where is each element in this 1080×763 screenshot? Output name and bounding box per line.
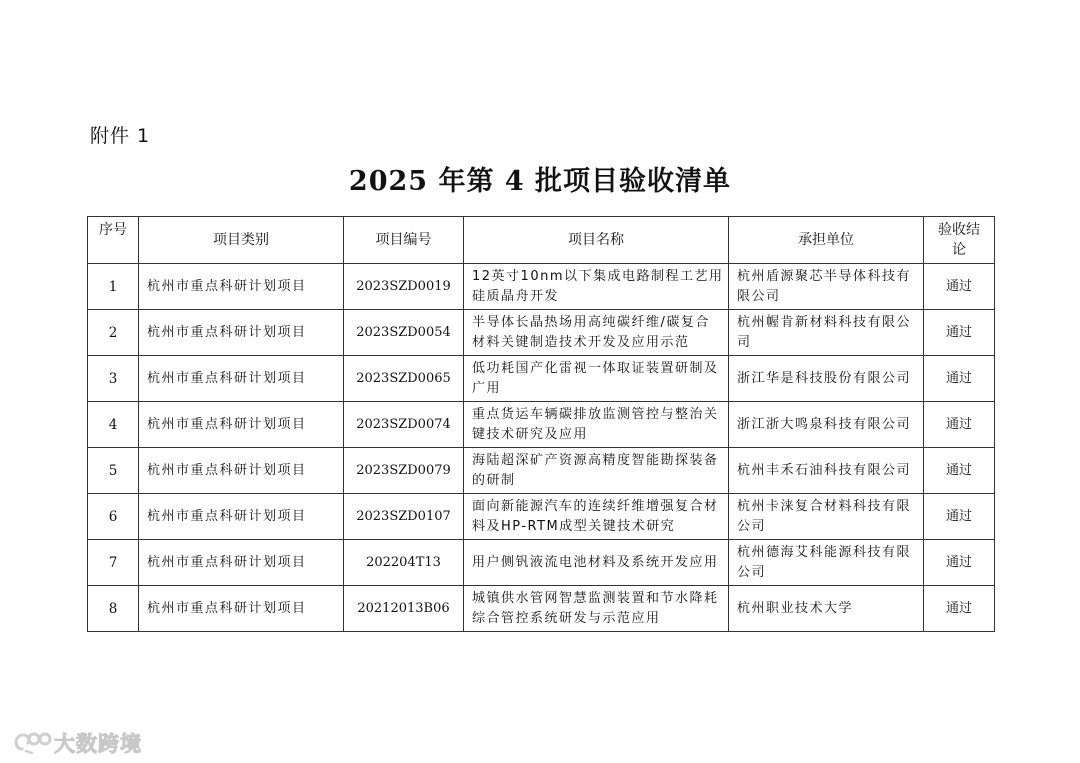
cell-result: 通过 [924, 448, 995, 494]
table-row [88, 448, 995, 494]
cell-name: 低功耗国产化雷视一体取证装置研制及广用 [464, 356, 729, 402]
cell-category: 杭州市重点科研计划项目 [139, 264, 344, 310]
cell-unit: 浙江浙大鸣泉科技有限公司 [729, 402, 924, 448]
header-unit: 承担单位 [729, 217, 924, 264]
watermark [12, 728, 142, 758]
cell-result: 通过 [924, 586, 995, 632]
cell-code: 2023SZD0079 [344, 448, 464, 494]
cell-seq: 8 [88, 586, 139, 632]
cell-name: 城镇供水管网智慧监测装置和节水降耗综合管控系统研发与示范应用 [464, 586, 729, 632]
cell-category: 杭州市重点科研计划项目 [139, 448, 344, 494]
cell-seq: 3 [88, 356, 139, 402]
cell-unit: 杭州德海艾科能源科技有限公司 [729, 540, 924, 586]
acceptance-table [87, 216, 995, 632]
cell-code: 2023SZD0019 [344, 264, 464, 310]
cell-unit: 杭州卡涞复合材料科技有限公司 [729, 494, 924, 540]
cell-name: 用户侧钒液流电池材料及系统开发应用 [464, 540, 729, 586]
cell-unit: 杭州职业技术大学 [729, 586, 924, 632]
cell-result: 通过 [924, 540, 995, 586]
cell-unit: 杭州幄肯新材料科技有限公司 [729, 310, 924, 356]
table-row [88, 402, 995, 448]
cell-result: 通过 [924, 310, 995, 356]
cell-code: 20212013B06 [344, 586, 464, 632]
cell-category: 杭州市重点科研计划项目 [139, 586, 344, 632]
document-title: 2025 年第 4 批项目验收清单 [348, 166, 732, 197]
cell-category: 杭州市重点科研计划项目 [139, 494, 344, 540]
cell-seq: 5 [88, 448, 139, 494]
cell-name: 半导体长晶热场用高纯碳纤维/碳复合材料关键制造技术开发及应用示范 [464, 310, 729, 356]
cell-category: 杭州市重点科研计划项目 [139, 356, 344, 402]
cell-seq: 2 [88, 310, 139, 356]
cell-name: 面向新能源汽车的连续纤维增强复合材料及HP-RTM成型关键技术研究 [464, 494, 729, 540]
cell-name: 重点货运车辆碳排放监测管控与整治关键技术研究及应用 [464, 402, 729, 448]
table-row [88, 356, 995, 402]
table-row [88, 494, 995, 540]
cell-code: 2023SZD0074 [344, 402, 464, 448]
header-category: 项目类别 [139, 217, 344, 264]
table-header-row [88, 217, 995, 264]
cell-seq: 1 [88, 264, 139, 310]
cell-code: 202204T13 [344, 540, 464, 586]
cell-unit: 杭州盾源聚芯半导体科技有限公司 [729, 264, 924, 310]
cell-result: 通过 [924, 356, 995, 402]
table-row [88, 540, 995, 586]
cell-category: 杭州市重点科研计划项目 [139, 310, 344, 356]
cell-seq: 4 [88, 402, 139, 448]
cell-name: 海陆超深矿产资源高精度智能勘探装备的研制 [464, 448, 729, 494]
table-row [88, 310, 995, 356]
cell-result: 通过 [924, 264, 995, 310]
header-name: 项目名称 [464, 217, 729, 264]
cell-category: 杭州市重点科研计划项目 [139, 402, 344, 448]
table-row [88, 586, 995, 632]
cell-category: 杭州市重点科研计划项目 [139, 540, 344, 586]
watermark-text: 大数跨境 [54, 732, 142, 756]
cell-code: 2023SZD0107 [344, 494, 464, 540]
attachment-label: 附件 1 [90, 125, 151, 147]
cell-code: 2023SZD0054 [344, 310, 464, 356]
cell-result: 通过 [924, 494, 995, 540]
header-result: 验收结论 [924, 217, 995, 264]
header-code: 项目编号 [344, 217, 464, 264]
cell-seq: 7 [88, 540, 139, 586]
header-seq: 序号 [88, 217, 139, 264]
cell-unit: 浙江华是科技股份有限公司 [729, 356, 924, 402]
brand-logo-icon [12, 729, 52, 757]
cell-code: 2023SZD0065 [344, 356, 464, 402]
table-row [88, 264, 995, 310]
cell-name: 12英寸10nm以下集成电路制程工艺用硅质晶舟开发 [464, 264, 729, 310]
cell-result: 通过 [924, 402, 995, 448]
cell-unit: 杭州丰禾石油科技有限公司 [729, 448, 924, 494]
cell-seq: 6 [88, 494, 139, 540]
